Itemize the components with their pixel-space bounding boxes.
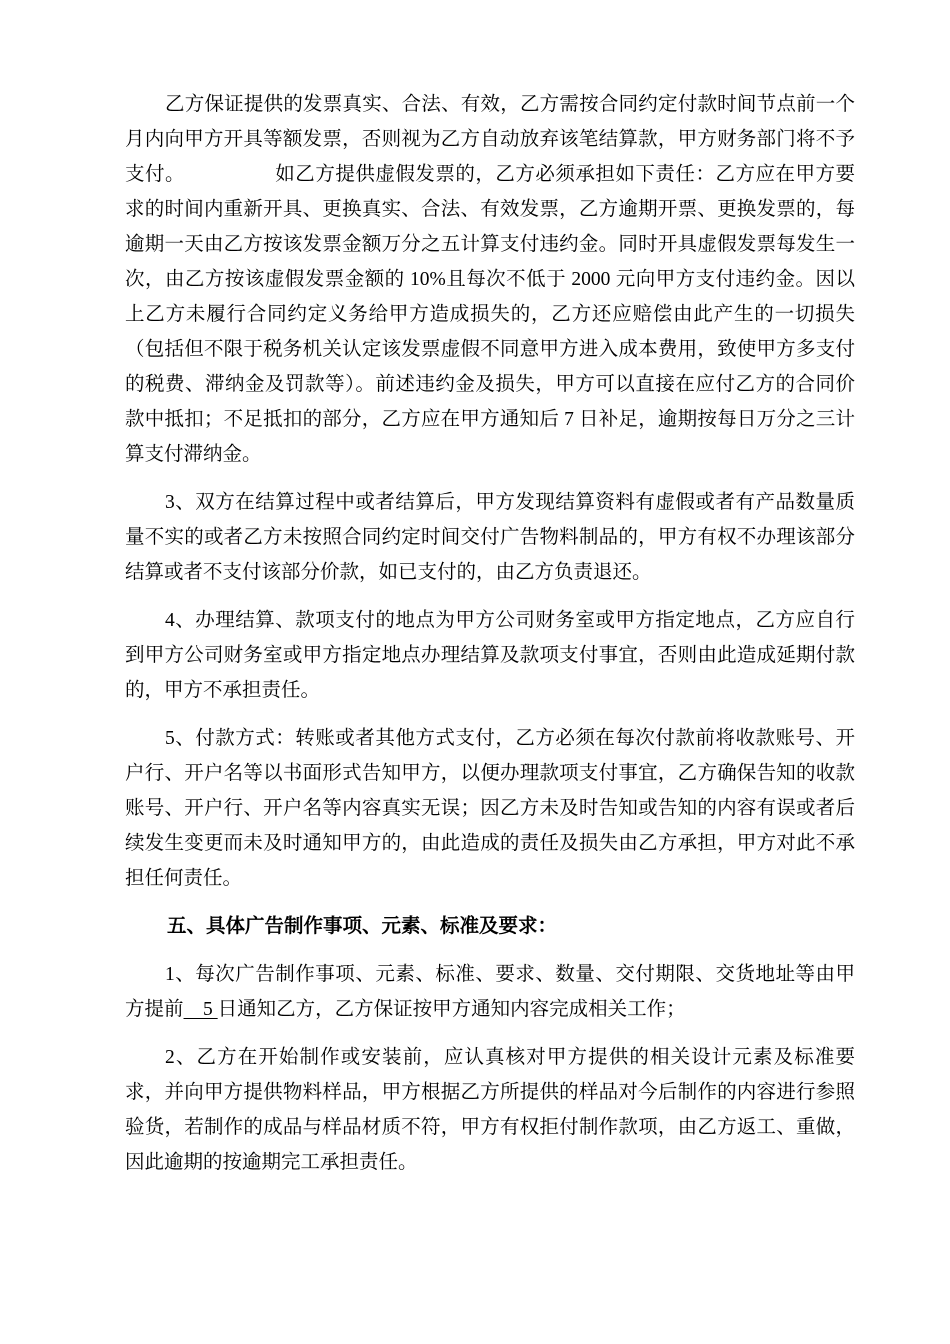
five-item-1-suffix: 日通知乙方，乙方保证按甲方通知内容完成相关工作； [217, 999, 686, 1020]
paragraph-clause-3-settlement-review: 3、双方在结算过程中或者结算后，甲方发现结算资料有虚假或者有产品数量质量不实的或者乙方未按照合同约定时间交付广告物料制品的，甲方有权不办理该部分结算或者不支付该部分价款，如已支付的，由乙方负责退还。 [125, 492, 855, 583]
paragraph-clause-5-payment-method: 5、付款方式：转账或者其他方式支付，乙方必须在每次付款前将收款账号、开户行、开户名等以书面形式告知甲方，以便办理款项支付事宜，乙方确保告知的收款账号、开户行、开户名等内容真实无误；因乙方未及时告知或告知的内容有误或者后续发生变更而未及时通知甲方的，由此造成的责任及损失由乙方承担，甲方对此不承担任何责任。 [125, 728, 855, 889]
paragraph-invoice-terms: 乙方保证提供的发票真实、合法、有效，乙方需按合同约定付款时间节点前一个月内向甲方开具等额发票，否则视为乙方自动放弃该笔结算款，甲方财务部门将不予支付。 如乙方提供虚假发票的，乙方必须承担如下责任：乙方应在甲方要求的时间内重新开具、更换真实、合法、有效发票，乙方逾期开票、更换发票的，每逾期一天由乙方按该发票金额万分之五计算支付违约金。同时开具虚假发票每发生一次，由乙方按该虚假发票金额的 10%且每次不低于 2000 元向甲方支付违约金。因以上乙方未履行合同约定义务给甲方造成损失的，乙方还应赔偿由此产生的一切损失（包括但不限于税务机关认定该发票虚假不同意甲方进入成本费用，致使甲方多支付的税费、滞纳金及罚款等）。前述违约金及损失，甲方可以直接在应付乙方的合同价款中抵扣；不足抵扣的部分，乙方应在甲方通知后 7 日补足，逾期按每日万分之三计算支付滞纳金。 [125, 94, 855, 465]
five-item-1-prefix: 1、每次广告制作事项、元素、标准、要求、数量、交付期限、交货地址等由甲方提前 [125, 964, 855, 1020]
section-heading-five: 五、具体广告制作事项、元素、标准及要求： [167, 916, 558, 937]
paragraph-five-item-2: 2、乙方在开始制作或安装前，应认真核对甲方提供的相关设计元素及标准要求，并向甲方提供物料样品，甲方根据乙方所提供的样品对今后制作的内容进行参照验货，若制作的成品与样品材质不符，甲方有权拒付制作款项，由乙方返工、重做，因此逾期的按逾期完工承担责任。 [125, 1047, 855, 1173]
blank-field-notice-days: 5 [183, 999, 218, 1020]
paragraph-five-item-1 [125, 957, 855, 1027]
paragraph-clause-4-payment-location: 4、办理结算、款项支付的地点为甲方公司财务室或甲方指定地点，乙方应自行到甲方公司财务室或甲方指定地点办理结算及款项支付事宜，否则由此造成延期付款的，甲方不承担责任。 [125, 610, 855, 701]
